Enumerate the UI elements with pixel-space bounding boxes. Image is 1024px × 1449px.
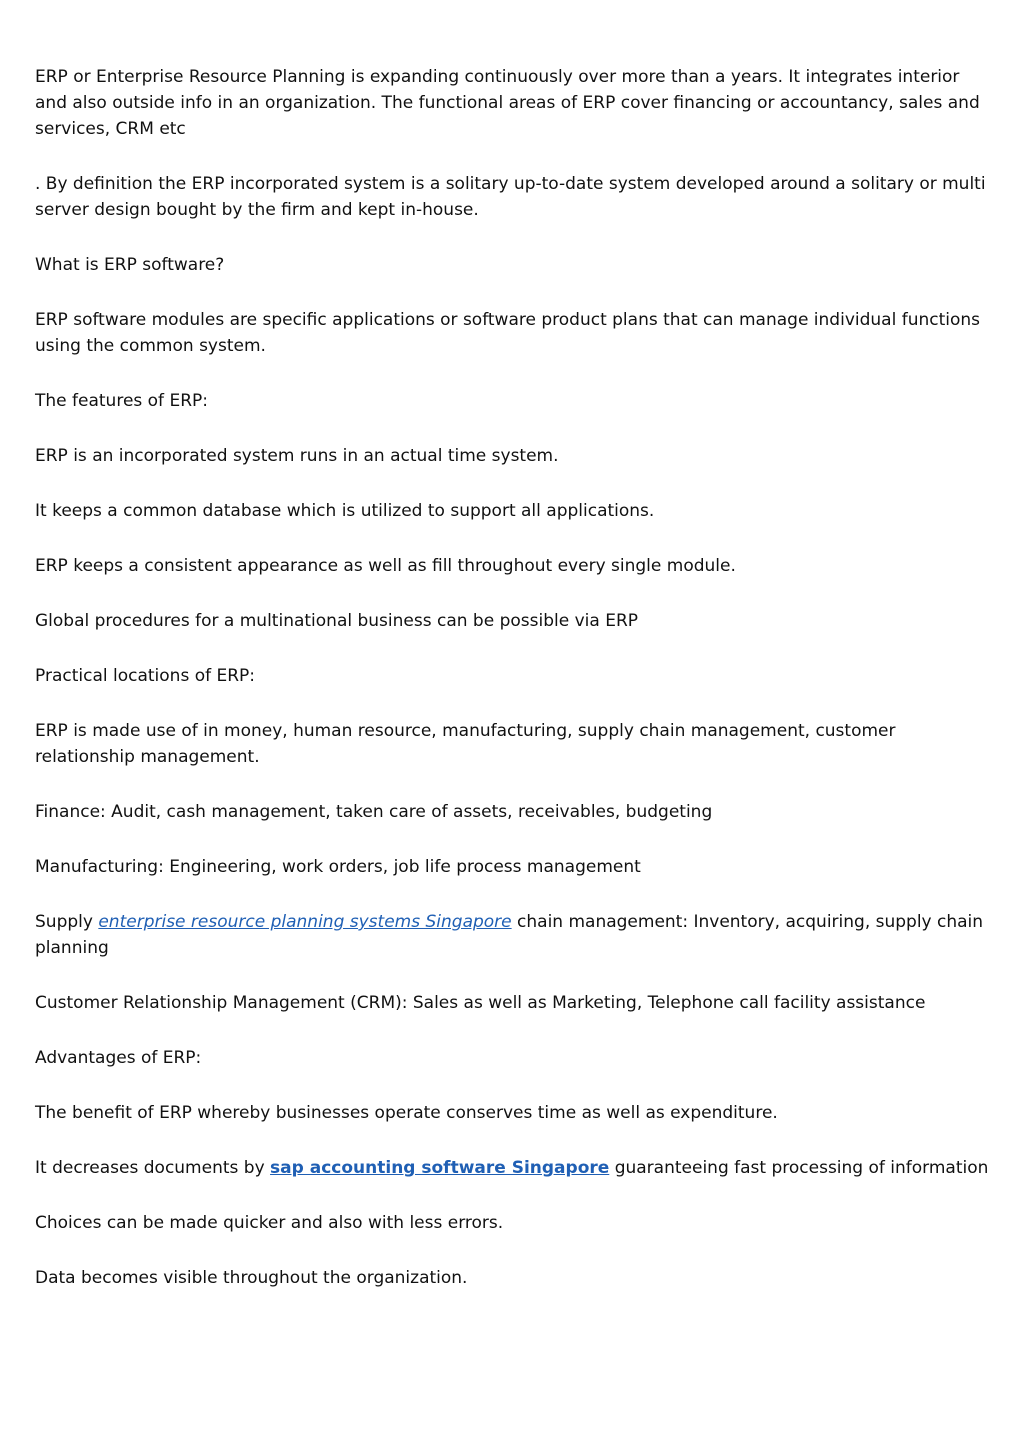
paragraph-crm: Customer Relationship Management (CRM): Sales as well as Marketing, Telephone call facility assistance [35,993,926,1013]
paragraph-feature-realtime: ERP is an incorporated system runs in an actual time system. [35,446,559,466]
heading-features: The features of ERP: [35,391,208,411]
document-body [35,64,995,1320]
heading-advantages: Advantages of ERP: [35,1048,202,1068]
heading-practical-locations: Practical locations of ERP: [35,666,256,686]
paragraph-definition: . By definition the ERP incorporated system is a solitary up-to-date system developed around a solitary or multi server design bought by the firm and kept in-house. [35,174,986,220]
decrease-text-before: It decreases documents by [35,1158,271,1178]
paragraph-supply-chain [35,909,995,961]
supply-text-before: Supply [35,912,99,932]
supply-text-after: chain management: Inventory, acquiring, supply chain planning [35,912,984,958]
paragraph-feature-database: It keeps a common database which is utilized to support all applications. [35,501,655,521]
paragraph-benefit: The benefit of ERP whereby businesses operate conserves time as well as expenditure. [35,1103,778,1123]
sap-accounting-software-link[interactable]: sap accounting software Singapore [270,1158,610,1178]
paragraph-feature-global: Global procedures for a multinational business can be possible via ERP [35,611,639,631]
paragraph-decrease-documents [35,1155,995,1181]
paragraph-data-visible: Data becomes visible throughout the organization. [35,1268,468,1288]
paragraph-modules: ERP software modules are specific applications or software product plans that can manage individual functions using the common system. [35,310,981,356]
paragraph-feature-consistent: ERP keeps a consistent appearance as well as fill throughout every single module. [35,556,736,576]
paragraph-manufacturing: Manufacturing: Engineering, work orders, job life process management [35,857,641,877]
decrease-text-after: guaranteeing fast processing of information [609,1158,989,1178]
paragraph-finance: Finance: Audit, cash management, taken care of assets, receivables, budgeting [35,802,713,822]
paragraph-choices: Choices can be made quicker and also with less errors. [35,1213,504,1233]
heading-what-is-erp: What is ERP software? [35,255,225,275]
paragraph-usage-areas: ERP is made use of in money, human resource, manufacturing, supply chain management, customer relationship management. [35,721,896,767]
erp-systems-singapore-link[interactable]: enterprise resource planning systems Singapore [98,912,512,932]
paragraph-erp-intro: ERP or Enterprise Resource Planning is expanding continuously over more than a years. It integrates interior and also outside info in an organization. The functional areas of ERP cover financing or accountancy, sales and services, CRM etc [35,67,980,139]
